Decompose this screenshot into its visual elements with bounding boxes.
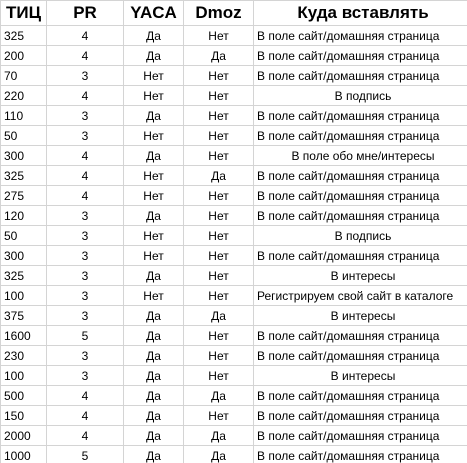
cell-where[interactable]: В поле сайт/домашняя страница [254, 66, 467, 86]
cell-yaca[interactable]: Нет [124, 166, 184, 186]
cell-dmoz[interactable]: Да [184, 446, 254, 463]
cell-where[interactable]: В поле сайт/домашняя страница [254, 346, 467, 366]
cell-yaca[interactable]: Да [124, 146, 184, 166]
cell-pr[interactable]: 4 [47, 146, 124, 166]
cell-dmoz[interactable]: Нет [184, 326, 254, 346]
cell-pr[interactable]: 3 [47, 306, 124, 326]
table-row [1, 206, 467, 226]
cell-tic[interactable]: 1000 [1, 446, 47, 463]
cell-dmoz[interactable]: Нет [184, 26, 254, 46]
cell-tic[interactable]: 325 [1, 26, 47, 46]
cell-tic[interactable]: 200 [1, 46, 47, 66]
cell-where[interactable]: В интересы [254, 266, 467, 286]
table-row [1, 266, 467, 286]
cell-yaca[interactable]: Нет [124, 86, 184, 106]
cell-yaca[interactable]: Да [124, 306, 184, 326]
cell-dmoz[interactable]: Нет [184, 206, 254, 226]
cell-pr[interactable]: 4 [47, 386, 124, 406]
table-row [1, 226, 467, 246]
cell-yaca[interactable]: Да [124, 266, 184, 286]
cell-where[interactable]: В поле обо мне/интересы [254, 146, 467, 166]
cell-pr[interactable]: 3 [47, 66, 124, 86]
cell-dmoz[interactable]: Нет [184, 186, 254, 206]
cell-tic[interactable]: 100 [1, 286, 47, 306]
cell-pr[interactable]: 3 [47, 346, 124, 366]
cell-where[interactable]: В поле сайт/домашняя страница [254, 106, 467, 126]
cell-tic[interactable]: 300 [1, 246, 47, 266]
cell-yaca[interactable]: Да [124, 426, 184, 446]
cell-where[interactable]: В поле сайт/домашняя страница [254, 446, 467, 463]
header-where[interactable]: Куда вставлять [254, 1, 467, 26]
cell-yaca[interactable]: Да [124, 406, 184, 426]
cell-yaca[interactable]: Да [124, 26, 184, 46]
cell-yaca[interactable]: Да [124, 346, 184, 366]
cell-yaca[interactable]: Да [124, 446, 184, 463]
cell-dmoz[interactable]: Нет [184, 66, 254, 86]
cell-dmoz[interactable]: Нет [184, 126, 254, 146]
cell-pr[interactable]: 3 [47, 266, 124, 286]
cell-yaca[interactable]: Да [124, 326, 184, 346]
table-row [1, 246, 467, 266]
cell-where[interactable]: В поле сайт/домашняя страница [254, 426, 467, 446]
cell-dmoz[interactable]: Нет [184, 266, 254, 286]
cell-pr[interactable]: 3 [47, 106, 124, 126]
cell-dmoz[interactable]: Да [184, 46, 254, 66]
header-yaca[interactable]: YACA [124, 1, 184, 26]
cell-pr[interactable]: 3 [47, 226, 124, 246]
cell-yaca[interactable]: Да [124, 386, 184, 406]
cell-where[interactable]: В поле сайт/домашняя страница [254, 326, 467, 346]
cell-tic[interactable]: 50 [1, 226, 47, 246]
cell-dmoz[interactable]: Нет [184, 226, 254, 246]
table-row [1, 366, 467, 386]
table-row [1, 386, 467, 406]
cell-yaca[interactable]: Да [124, 366, 184, 386]
table-row [1, 26, 467, 46]
cell-where[interactable]: В поле сайт/домашняя страница [254, 126, 467, 146]
header-pr[interactable]: PR [47, 1, 124, 26]
cell-tic[interactable]: 1600 [1, 326, 47, 346]
table-row [1, 66, 467, 86]
cell-tic[interactable]: 275 [1, 186, 47, 206]
cell-dmoz[interactable]: Нет [184, 86, 254, 106]
cell-where[interactable]: В поле сайт/домашняя страница [254, 406, 467, 426]
cell-tic[interactable]: 375 [1, 306, 47, 326]
cell-where[interactable]: В интересы [254, 306, 467, 326]
cell-yaca[interactable]: Нет [124, 126, 184, 146]
header-tic[interactable]: ТИЦ [1, 1, 47, 26]
cell-dmoz[interactable]: Нет [184, 246, 254, 266]
cell-dmoz[interactable]: Нет [184, 146, 254, 166]
cell-yaca[interactable]: Нет [124, 286, 184, 306]
table-row [1, 346, 467, 366]
cell-tic[interactable]: 150 [1, 406, 47, 426]
cell-tic[interactable]: 325 [1, 266, 47, 286]
cell-where[interactable]: В поле сайт/домашняя страница [254, 246, 467, 266]
cell-yaca[interactable]: Да [124, 46, 184, 66]
cell-where[interactable]: В поле сайт/домашняя страница [254, 206, 467, 226]
table-row [1, 446, 467, 463]
cell-yaca[interactable]: Нет [124, 226, 184, 246]
cell-tic[interactable]: 500 [1, 386, 47, 406]
cell-tic[interactable]: 100 [1, 366, 47, 386]
cell-yaca[interactable]: Да [124, 206, 184, 226]
cell-pr[interactable]: 5 [47, 446, 124, 463]
table-row [1, 146, 467, 166]
cell-yaca[interactable]: Нет [124, 186, 184, 206]
table-row [1, 426, 467, 446]
cell-pr[interactable]: 4 [47, 426, 124, 446]
table-row [1, 286, 467, 306]
cell-yaca[interactable]: Нет [124, 66, 184, 86]
cell-dmoz[interactable]: Да [184, 306, 254, 326]
table-row [1, 46, 467, 66]
cell-tic[interactable]: 325 [1, 166, 47, 186]
cell-pr[interactable]: 4 [47, 26, 124, 46]
cell-where[interactable]: В интересы [254, 366, 467, 386]
table-row [1, 406, 467, 426]
cell-tic[interactable]: 2000 [1, 426, 47, 446]
cell-yaca[interactable]: Да [124, 106, 184, 126]
cell-pr[interactable]: 4 [47, 406, 124, 426]
cell-dmoz[interactable]: Да [184, 386, 254, 406]
table-row [1, 126, 467, 146]
cell-tic[interactable]: 110 [1, 106, 47, 126]
table-row [1, 86, 467, 106]
cell-yaca[interactable]: Нет [124, 246, 184, 266]
cell-dmoz[interactable]: Нет [184, 346, 254, 366]
cell-dmoz[interactable]: Нет [184, 286, 254, 306]
cell-pr[interactable]: 3 [47, 126, 124, 146]
cell-where[interactable]: В поле сайт/домашняя страница [254, 26, 467, 46]
cell-where[interactable]: Регистрируем свой сайт в каталоге [254, 286, 467, 306]
cell-tic[interactable]: 220 [1, 86, 47, 106]
cell-pr[interactable]: 5 [47, 326, 124, 346]
cell-dmoz[interactable]: Да [184, 166, 254, 186]
cell-tic[interactable]: 300 [1, 146, 47, 166]
cell-pr[interactable]: 3 [47, 206, 124, 226]
cell-pr[interactable]: 4 [47, 166, 124, 186]
cell-pr[interactable]: 3 [47, 246, 124, 266]
header-row [1, 1, 467, 26]
cell-pr[interactable]: 3 [47, 366, 124, 386]
cell-pr[interactable]: 4 [47, 86, 124, 106]
cell-where[interactable]: В поле сайт/домашняя страница [254, 166, 467, 186]
cell-tic[interactable]: 50 [1, 126, 47, 146]
cell-where[interactable]: В поле сайт/домашняя страница [254, 186, 467, 206]
cell-dmoz[interactable]: Нет [184, 406, 254, 426]
cell-where[interactable]: В поле сайт/домашняя страница [254, 46, 467, 66]
table-row [1, 186, 467, 206]
cell-dmoz[interactable]: Нет [184, 106, 254, 126]
cell-pr[interactable]: 4 [47, 186, 124, 206]
cell-tic[interactable]: 70 [1, 66, 47, 86]
cell-tic[interactable]: 120 [1, 206, 47, 226]
table-row [1, 306, 467, 326]
table-row [1, 106, 467, 126]
table-body [1, 26, 467, 463]
cell-pr[interactable]: 4 [47, 46, 124, 66]
cell-where[interactable]: В подпись [254, 86, 467, 106]
cell-pr[interactable]: 3 [47, 286, 124, 306]
cell-dmoz[interactable]: Нет [184, 366, 254, 386]
cell-dmoz[interactable]: Да [184, 426, 254, 446]
cell-where[interactable]: В подпись [254, 226, 467, 246]
cell-where[interactable]: В поле сайт/домашняя страница [254, 386, 467, 406]
cell-tic[interactable]: 230 [1, 346, 47, 366]
header-dmoz[interactable]: Dmoz [184, 1, 254, 26]
table-row [1, 326, 467, 346]
table-row [1, 166, 467, 186]
